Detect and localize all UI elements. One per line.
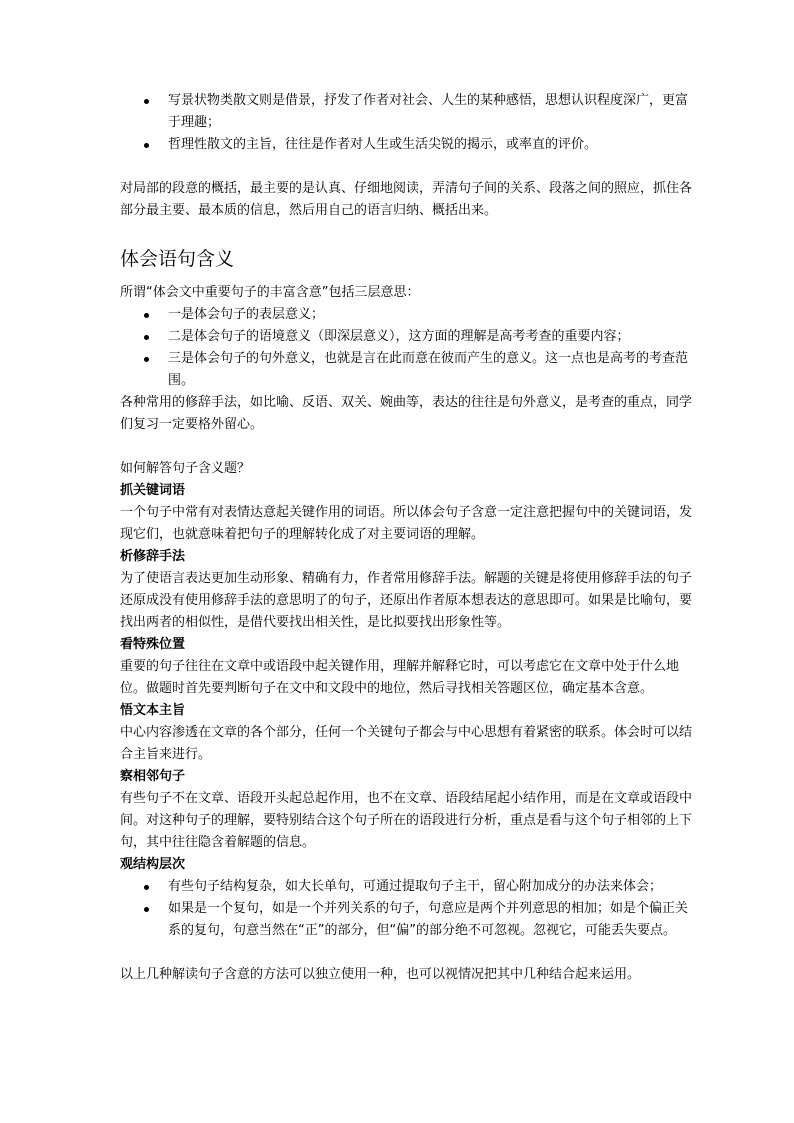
list-item: 三是体会句子的句外意义，也就是言在此而意在彼而产生的意义。这一点也是高考的考查范围。 — [168, 348, 694, 392]
list-item: 如果是一个复句，如是一个并列关系的句子，句意应是两个并列意思的相加；如是个偏正关系的复句，句意当然在“正”的部分，但“偏”的部分绝不可忽视。忽视它，可能丢失要点。 — [168, 898, 694, 942]
spacer — [120, 156, 694, 178]
method-body: 有些句子不在文章、语段开头起总起作用，也不在文章、语段结尾起小结作用，而是在文章或语段中间。对这种句子的理解，要特别结合这个句子所在的语段进行分析，重点是看与这个句子相邻的上下句，其中往往隐含着解题的信息。 — [120, 791, 693, 850]
how-to-question: 如何解答句子含义题？ — [120, 461, 251, 476]
spacer — [120, 436, 694, 458]
method-title: 察相邻句子 — [120, 769, 186, 784]
method-title: 抓关键词语 — [120, 483, 186, 498]
section-heading: 体会语句含义 — [120, 248, 235, 270]
method-body: 中心内容渗透在文章的各个部分，任何一个关键句子都会与中心思想有着紧密的联系。体会时可以结合主旨来进行。 — [120, 725, 693, 762]
method-title: 析修辞手法 — [120, 549, 186, 564]
list-item: 一是体会句子的表层意义； — [168, 304, 694, 326]
structure-title: 观结构层次 — [120, 857, 186, 872]
list-item: 哲理性散文的主旨，往往是作者对人生或生活尖锐的揭示，或率直的评价。 — [168, 134, 694, 156]
method-body: 一个句子中常有对表情达意起关键作用的词语。所以体会句子含意一定注意把握句中的关键词语，发现它们，也就意味着把句子的理解转化成了对主要词语的理解。 — [120, 505, 693, 542]
list-item: 有些句子结构复杂，如大长单句，可通过提取句子主干，留心附加成分的办法来体会； — [168, 876, 694, 898]
method-body: 重要的句子往往在文章中或语段中起关键作用，理解并解释它时，可以考虑它在文章中处于什么地位。做题时首先要判断句子在文中和文段中的地位，然后寻找相关答题区位，确定基本含意。 — [120, 659, 680, 696]
structure-list — [120, 876, 694, 942]
top-bullet-list — [120, 90, 694, 156]
section-intro: 所谓“体会文中重要句子的丰富含意”包括三层意思： — [120, 285, 420, 300]
local-paragraph: 对局部的段意的概括，最主要的是认真、仔细地阅读，弄清句子间的关系、段落之间的照应，抓住各部分最主要、最本质的信息，然后用自己的语言归纳、概括出来。 — [120, 181, 693, 218]
method-title: 看特殊位置 — [120, 637, 186, 652]
meaning-levels-list — [120, 304, 694, 392]
spacer — [120, 222, 694, 244]
rhetoric-note: 各种常用的修辞手法，如比喻、反语、双关、婉曲等，表达的往往是句外意义，是考查的重点，同学们复习一定要格外留心。 — [120, 395, 693, 432]
list-item: 二是体会句子的语境意义（即深层意义），这方面的理解是高考考查的重要内容； — [168, 326, 694, 348]
list-item: 写景状物类散文则是借景，抒发了作者对社会、人生的某种感悟，思想认识程度深广，更富于理趣； — [168, 90, 694, 134]
method-title: 悟文本主旨 — [120, 703, 186, 718]
spacer — [120, 942, 694, 964]
method-body: 为了使语言表达更加生动形象、精确有力，作者常用修辞手法。解题的关键是将使用修辞手法的句子还原成没有使用修辞手法的意思明了的句子，还原出作者原本想表达的意思即可。如果是比喻句，要找出两者的相似性，是借代要找出相关性，是比拟要找出形象性等。 — [120, 571, 693, 630]
conclusion: 以上几种解读句子含意的方法可以独立使用一种，也可以视情况把其中几种结合起来运用。 — [120, 967, 641, 982]
